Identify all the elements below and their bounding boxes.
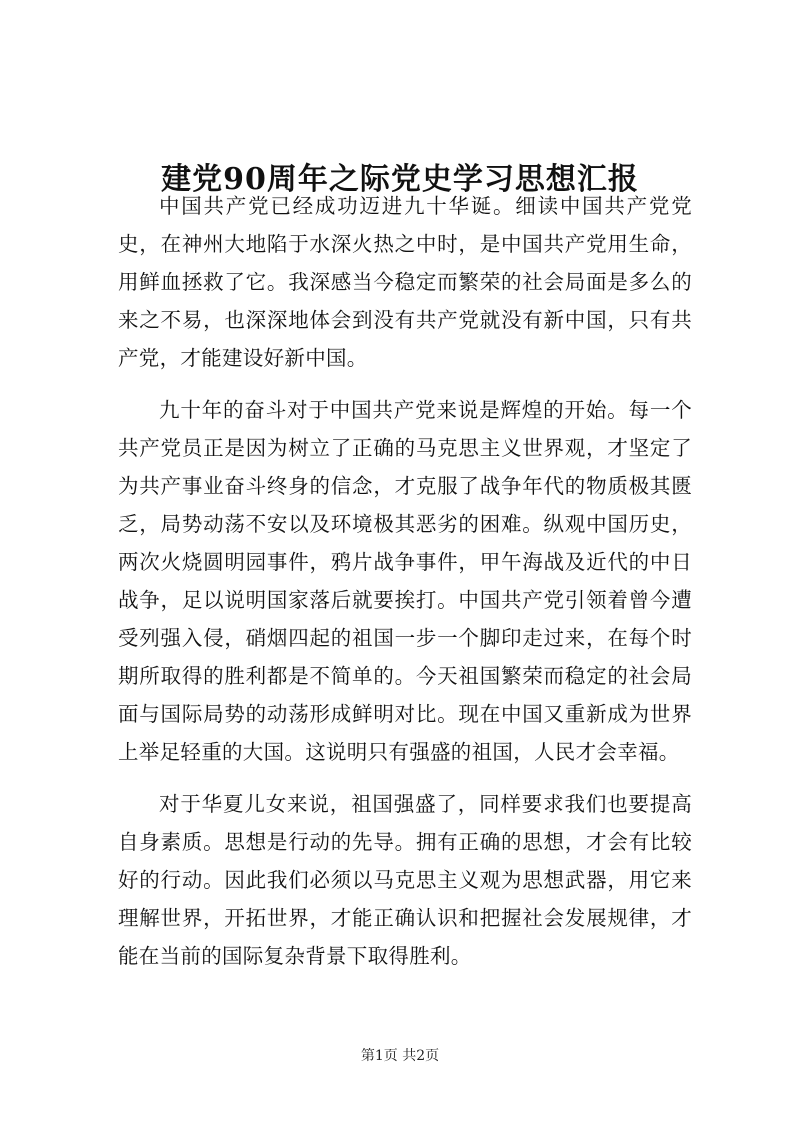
document-body [118,187,692,975]
paragraph-3: 对于华夏儿女来说，祖国强盛了，同样要求我们也要提高自身素质。思想是行动的先导。拥有正确的思想，才会有比较好的行动。因此我们必须以马克思主义观为思想武器，用它来理解世界，开拓世界，才能正确认识和把握社会发展规律，才能在当前的国际复杂背景下取得胜利。 [118,792,692,968]
paragraph-1: 中国共产党已经成功迈进九十华诞。细读中国共产党党史，在神州大地陷于水深火热之中时，是中国共产党用生命，用鲜血拯救了它。我深感当今稳定而繁荣的社会局面是多么的来之不易，也深深地体会到没有共产党就没有新中国，只有共产党，才能建设好新中国。 [118,194,692,370]
paragraph-2: 九十年的奋斗对于中国共产党来说是辉煌的开始。每一个共产党员正是因为树立了正确的马克思主义世界观，才坚定了为共产事业奋斗终身的信念，才克服了战争年代的物质极其匮乏，局势动荡不安以及环境极其恶劣的困难。纵观中国历史，两次火烧圆明园事件，鸦片战争事件，甲午海战及近代的中日战争，足以说明国家落后就要挨打。中国共产党引领着曾今遭受列强入侵，硝烟四起的祖国一步一个脚印走过来，在每个时期所取得的胜利都是不简单的。今天祖国繁荣而稳定的社会局面与国际局势的动荡形成鲜明对比。现在中国又重新成为世界上举足轻重的大国。这说明只有强盛的祖国，人民才会幸福。 [118,398,692,764]
page-number-footer: 第1页 共2页 [360,1048,440,1064]
document-title: 建党90周年之际党史学习思想汇报 [161,162,639,198]
